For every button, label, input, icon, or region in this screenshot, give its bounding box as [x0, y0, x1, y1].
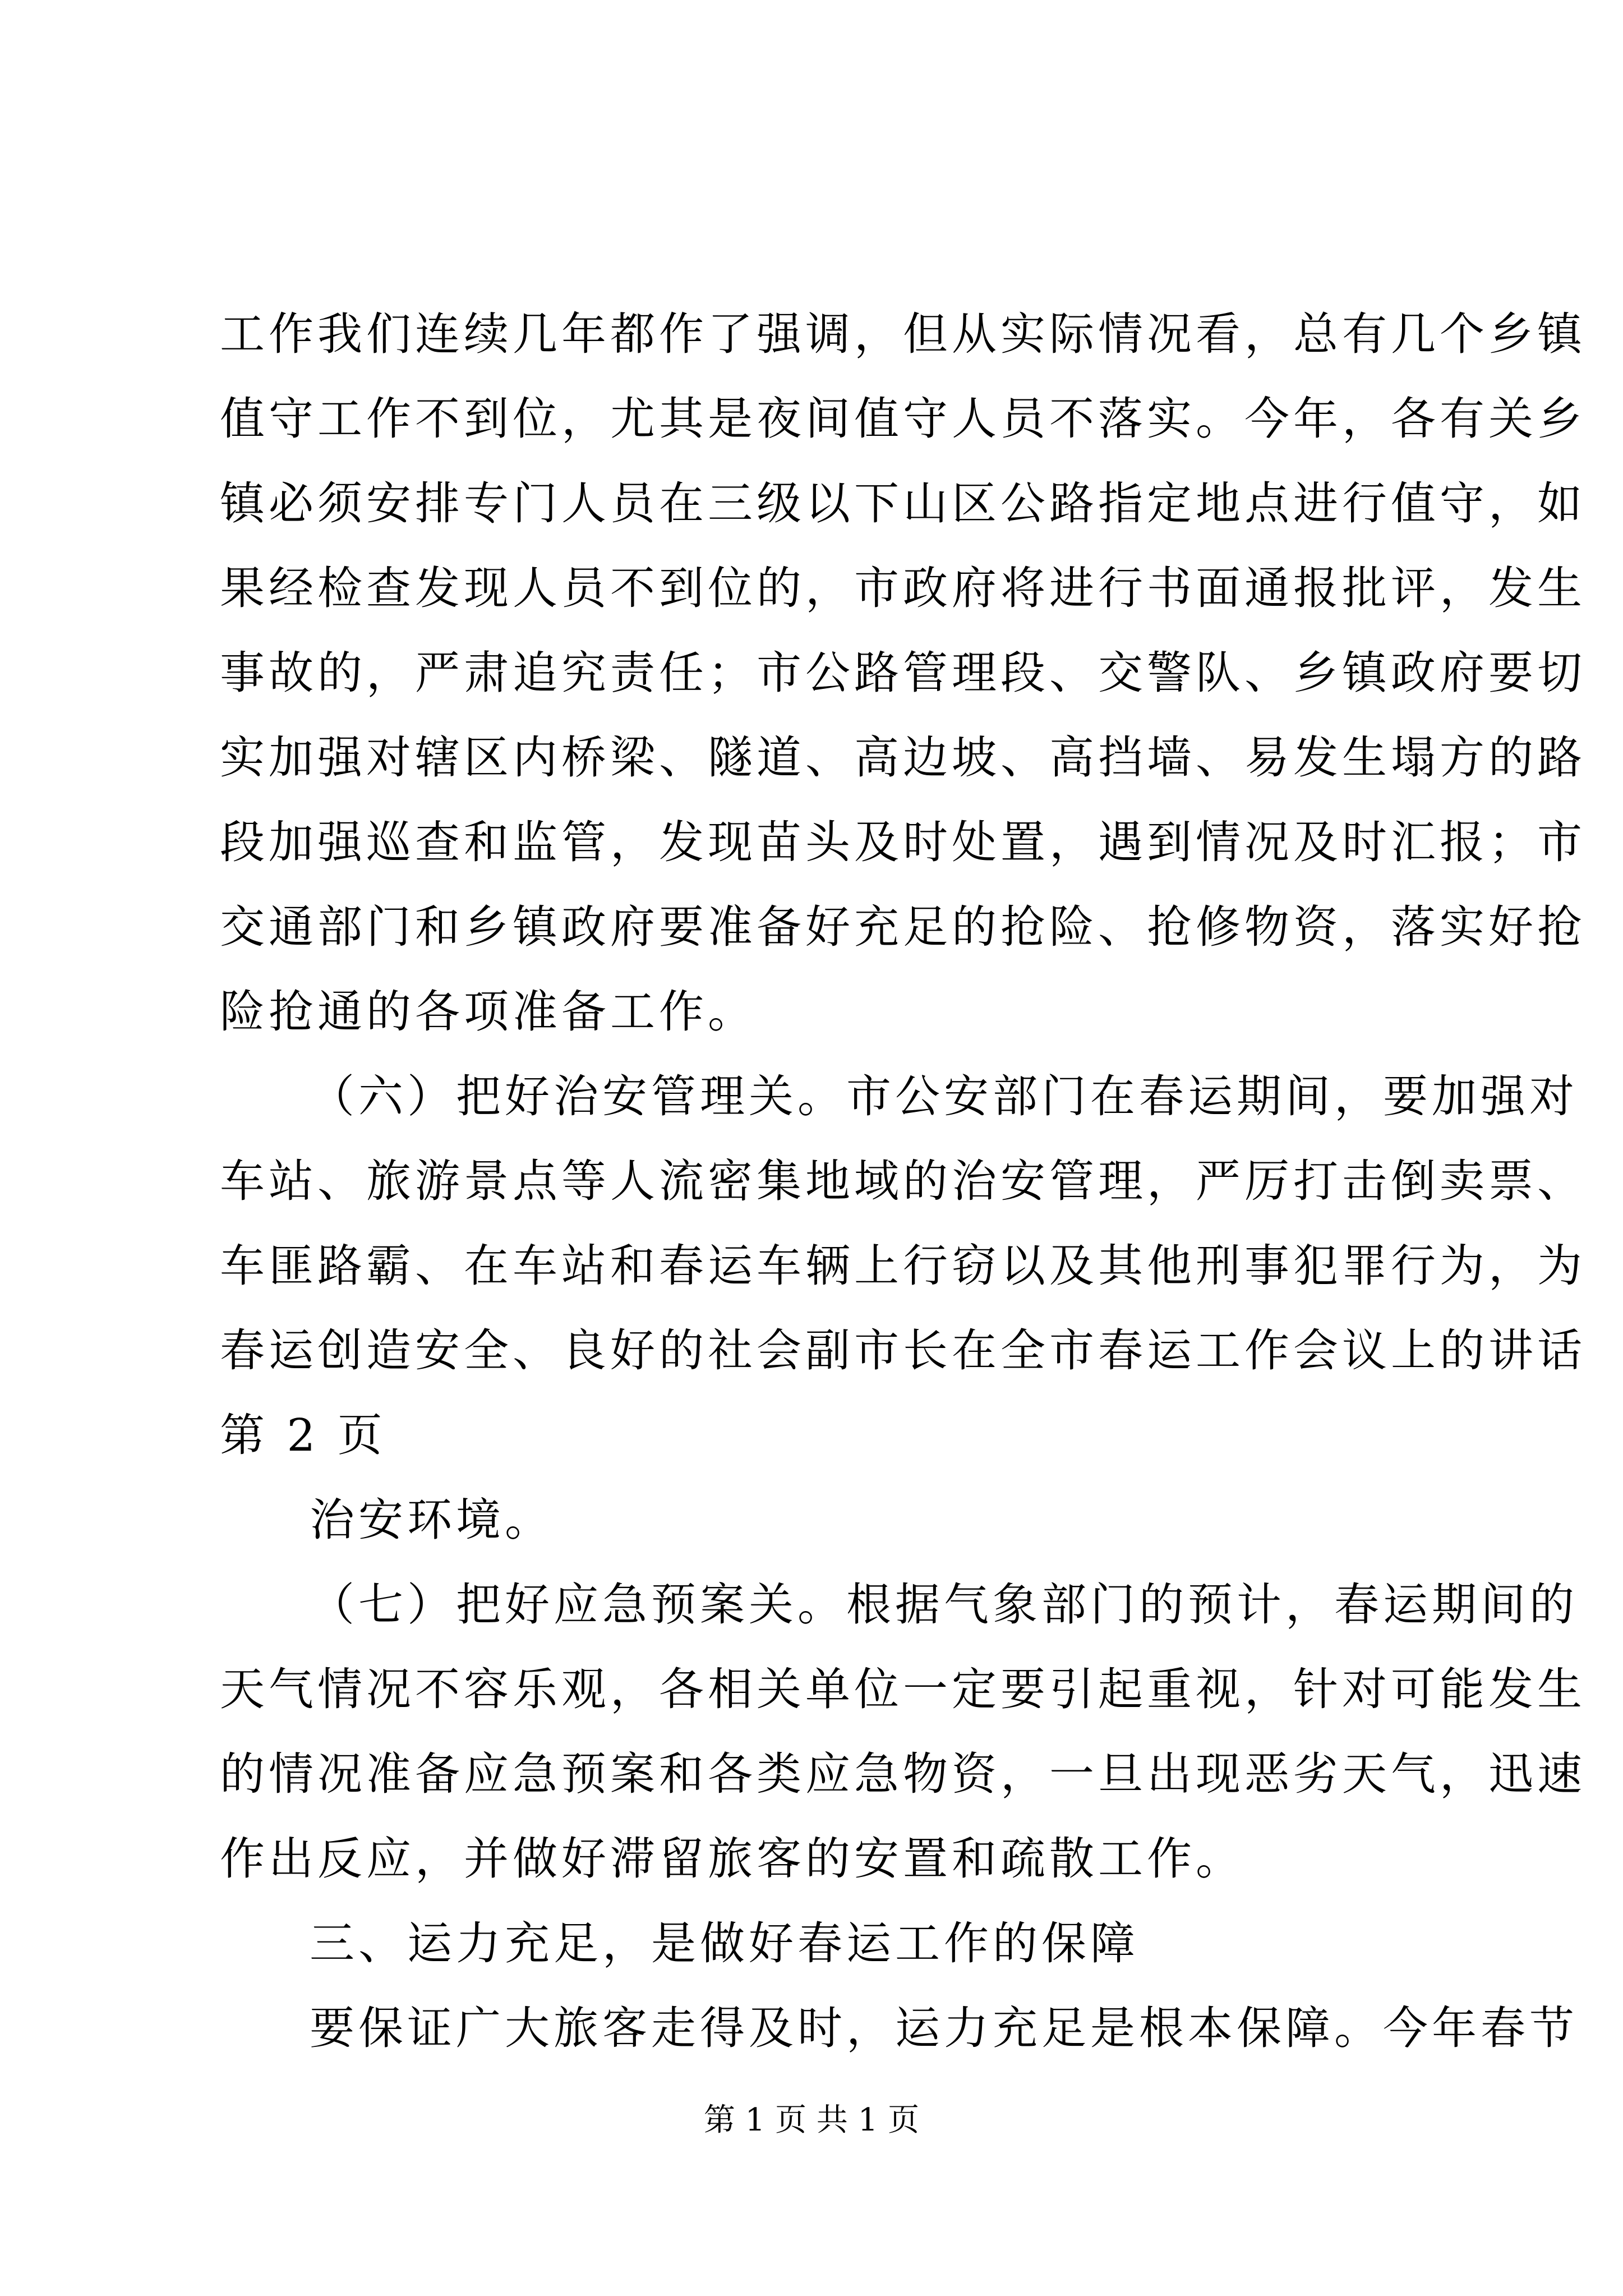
body-line-15: 治安环境。 [310, 1494, 554, 1546]
section-heading-3: 三、运力充足，是做好春运工作的保障 [310, 1917, 1139, 1970]
body-line-2: 值守工作不到位，尤其是夜间值守人员不落实。今年，各有关乡 [220, 393, 1586, 445]
body-line-6: 实加强对辖区内桥梁、隧道、高边坡、高挡墙、易发生塌方的路 [220, 731, 1586, 784]
body-line-21: 要保证广大旅客走得及时，运力充足是根本保障。今年春节 [310, 2002, 1578, 2054]
body-line-14: 第 2 页 [220, 1409, 386, 1461]
body-line-17: 天气情况不容乐观，各相关单位一定要引起重视，针对可能发生 [220, 1663, 1586, 1715]
body-line-12: 车匪路霸、在车站和春运车辆上行窃以及其他刑事犯罪行为，为 [220, 1240, 1586, 1292]
body-line-19: 作出反应，并做好滞留旅客的安置和疏散工作。 [220, 1833, 1244, 1885]
body-line-9: 险抢通的各项准备工作。 [220, 986, 757, 1038]
body-line-8: 交通部门和乡镇政府要准备好充足的抢险、抢修物资，落实好抢 [220, 901, 1586, 953]
page-footer: 第 1 页 共 1 页 [703, 2102, 920, 2138]
body-line-11: 车站、旅游景点等人流密集地域的治安管理，严厉打击倒卖票、 [220, 1155, 1586, 1207]
body-line-1: 工作我们连续几年都作了强调，但从实际情况看，总有几个乡镇 [220, 308, 1586, 360]
body-line-13: 春运创造安全、良好的社会副市长在全市春运工作会议上的讲话 [220, 1324, 1586, 1377]
document-body [220, 292, 1586, 2070]
body-line-18: 的情况准备应急预案和各类应急物资，一旦出现恶劣天气，迅速 [220, 1748, 1586, 1800]
body-line-5: 事故的，严肃追究责任；市公路管理段、交警队、乡镇政府要切 [220, 647, 1586, 699]
body-line-16: （七）把好应急预案关。根据气象部门的预计，春运期间的 [310, 1579, 1578, 1631]
body-line-3: 镇必须安排专门人员在三级以下山区公路指定地点进行值守，如 [220, 477, 1586, 530]
body-line-10: （六）把好治安管理关。市公安部门在春运期间，要加强对 [310, 1070, 1578, 1122]
body-line-4: 果经检查发现人员不到位的，市政府将进行书面通报批评，发生 [220, 562, 1586, 614]
body-line-7: 段加强巡查和监管，发现苗头及时处置，遇到情况及时汇报；市 [220, 816, 1586, 868]
